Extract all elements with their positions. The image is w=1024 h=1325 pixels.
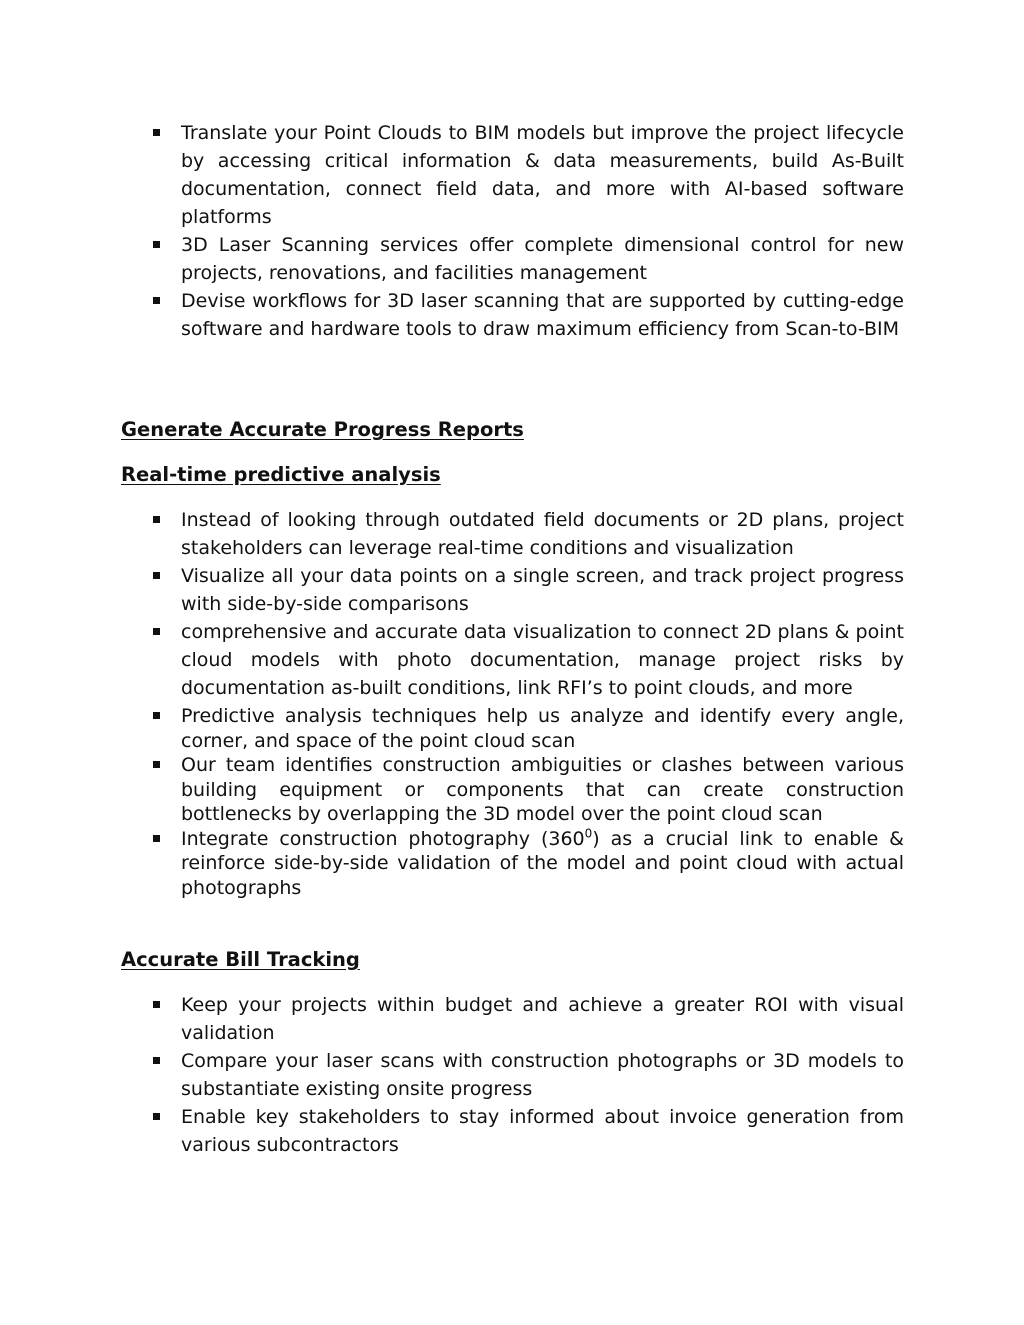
- list-item: [148, 119, 904, 231]
- list-item: [148, 287, 904, 343]
- section-heading-realtime-analysis: Real-time predictive analysis: [121, 463, 441, 486]
- list-item: [148, 506, 904, 562]
- list-item: [148, 704, 904, 753]
- list-item-text: Compare your laser scans with construction photographs or 3D models to substantiate existing onsite progress: [181, 1050, 904, 1100]
- square-bullet-icon: [153, 572, 160, 579]
- list-item: [148, 1047, 904, 1103]
- square-bullet-icon: [153, 761, 160, 768]
- square-bullet-icon: [153, 712, 160, 719]
- list-item: [148, 1103, 904, 1159]
- bullet-list-bill-tracking: [148, 991, 904, 1159]
- square-bullet-icon: [153, 1057, 160, 1064]
- bullet-list-realtime: [148, 506, 904, 702]
- list-item-text: Visualize all your data points on a single screen, and track project progress with side-by-side comparisons: [181, 565, 904, 615]
- list-item: [148, 991, 904, 1047]
- list-item-text: Predictive analysis techniques help us analyze and identify every angle, corner, and space of the point cloud scan: [181, 705, 904, 752]
- list-item: [148, 618, 904, 702]
- square-bullet-icon: [153, 835, 160, 842]
- list-item-text: Keep your projects within budget and achieve a greater ROI with visual validation: [181, 994, 904, 1044]
- section-heading-bill-tracking: Accurate Bill Tracking: [121, 948, 360, 971]
- square-bullet-icon: [153, 516, 160, 523]
- list-item-text: Instead of looking through outdated field documents or 2D plans, project stakeholders can leverage real-time conditions and visualization: [181, 509, 904, 559]
- list-item: [148, 753, 904, 827]
- list-item-text: Translate your Point Clouds to BIM models but improve the project lifecycle by accessing critical information & data measurements, build As-Built documentation, connect field data, and more with AI-based software platforms: [181, 122, 904, 228]
- bullet-list-scan-to-bim: [148, 119, 904, 343]
- square-bullet-icon: [153, 129, 160, 136]
- list-item-text: comprehensive and accurate data visualization to connect 2D plans & point cloud models with photo documentation, manage project risks by documentation as-built conditions, link RFI’s to point clouds, and more: [181, 621, 904, 699]
- list-item-text: Enable key stakeholders to stay informed about invoice generation from various subcontractors: [181, 1106, 904, 1156]
- section-heading-progress-reports: Generate Accurate Progress Reports: [121, 418, 524, 441]
- list-item-text: Devise workflows for 3D laser scanning that are supported by cutting-edge software and hardware tools to draw maximum efficiency from Scan-to-BIM: [181, 290, 904, 340]
- bullet-list-predictive: [148, 704, 904, 900]
- square-bullet-icon: [153, 297, 160, 304]
- list-item: [148, 231, 904, 287]
- square-bullet-icon: [153, 628, 160, 635]
- superscript-degree: 0: [584, 826, 593, 841]
- square-bullet-icon: [153, 241, 160, 248]
- list-item-text-before: Integrate construction photography (360: [181, 827, 585, 850]
- list-item-text: Our team identifies construction ambiguities or clashes between various building equipment or components that can create construction bottlenecks by overlapping the 3D model over the point cloud scan: [181, 754, 904, 825]
- list-item: [148, 827, 904, 901]
- square-bullet-icon: [153, 1113, 160, 1120]
- list-item-text-after: ) as a crucial link to enable & reinforce side-by-side validation of the model and point cloud with actual photographs: [181, 827, 905, 899]
- list-item: [148, 562, 904, 618]
- square-bullet-icon: [153, 1001, 160, 1008]
- list-item-text: 3D Laser Scanning services offer complete dimensional control for new projects, renovations, and facilities management: [181, 234, 904, 284]
